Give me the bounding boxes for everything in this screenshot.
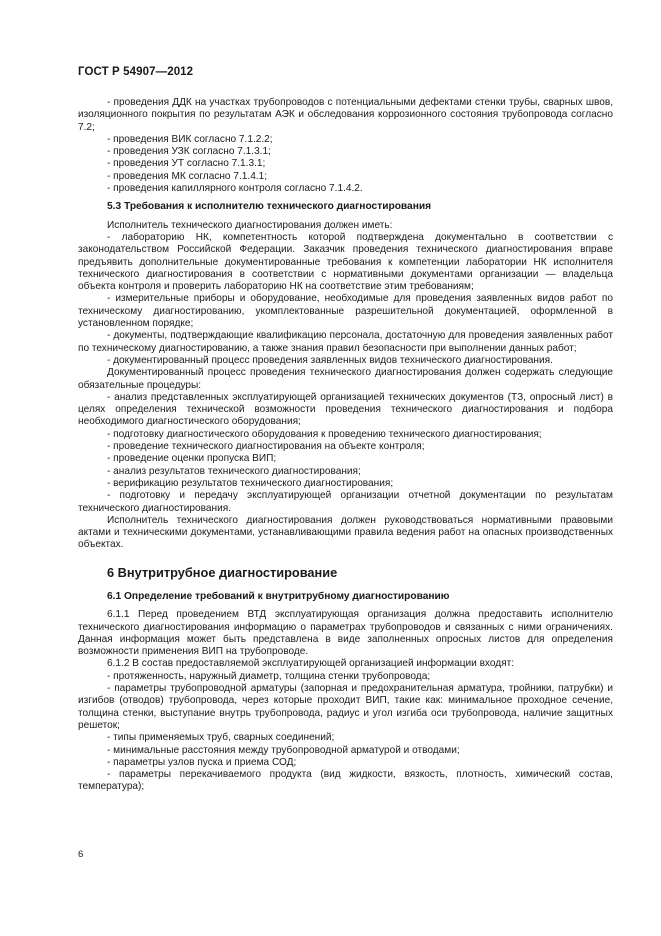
list-item: - подготовку диагностического оборудования к проведению технического диагностирования; [107,428,542,440]
list-item: - документы, подтверждающие квалификацию персонала, достаточную для проведения заявленных работ по техническому диагностированию, а также знания правил безопасности при выполнении данных работ; [78,330,613,354]
list-item: - проведения УТ согласно 7.1.3.1; [107,158,266,170]
list-item: - проведения ДДК на участках трубопроводов с потенциальными дефектами стенки трубы, сварных швов, изоляционного покрытия по результатам АЭК и обследования коррозионного состояния трубопровода согласно 7.2; [78,97,613,133]
list-item: - проведения МК согласно 7.1.4.1; [107,170,268,182]
list-item: - проведение технического диагностирования на объекте контроля; [107,441,425,453]
list-item: - минимальные расстояния между трубопроводной арматурой и отводами; [107,744,460,756]
list-item: - анализ представленных эксплуатирующей организацией технических документов (ТЗ, опросный лист) в целях определения технической возможности проведения технического диагностирования и подбора необходимого диагностического оборудования; [78,391,613,428]
list-item: - анализ результатов технического диагностирования; [107,465,361,477]
list-item: - верификацию результатов технического диагностирования; [107,477,394,489]
list-item: - измерительные приборы и оборудование, необходимые для проведения заявленных видов работ по техническому диагностированию, укомплектованные разрешительной документацией, оформленной в установленном порядке; [78,293,613,330]
list-item: - проведение оценки пропуска ВИП; [107,453,277,465]
list-item: - лабораторию НК, компетентность которой подтверждена документально в соответствии с законодательством Российской Федерации. Заказчик проведения технического диагностирования вправе предъявить дополнительные документированные требования к компетенции лаборатории НК исполнителя технического диагностирования в соответствии с нормативными документами организации — владельца объекта контроля и проверить лабораторию НК на соответствие этим требованиям; [78,231,613,293]
section-6-1-heading: 6.1 Определение требований к внутритрубному диагностированию [107,590,450,602]
paragraph: 6.1.1 Перед проведением ВТД эксплуатирующая организация должна предоставить исполнителю технического диагностирования информацию о параметрах трубопроводов и связанных с ними ограничениях. Данная информация может быть представлена в виде заполненных опросных листов для определения возможности применения ВИП на трубопроводе. [78,609,613,658]
paragraph: Исполнитель технического диагностирования должен руководствоваться нормативными правовыми актами и техническими документами, устанавливающими правила ведения работ на опасных производственных объектах. [78,514,613,551]
document-header: ГОСТ Р 54907—2012 [78,66,194,78]
paragraph: Документированный процесс проведения технического диагностирования должен содержать следующие обязательные процедуры: [78,367,613,391]
list-item: - документированный процесс проведения заявленных видов технического диагностирования. [107,354,553,366]
list-item: - подготовку и передачу эксплуатирующей организации отчетной документации по результатам технического диагностирования. [78,490,613,514]
document-body [78,97,613,794]
list-item: - параметры трубопроводной арматуры (запорная и предохранительная арматура, тройники, патрубки) и изгибов (отводов) трубопровода, через которые проходит ВИП, такие как: минимальное проходное сечение, толщина стенки, выступание внутрь трубопровода, радиус и угол изгиба оси трубопровода, наличие защитных решеток; [78,683,613,731]
section-6-heading: 6 Внутритрубное диагностирование [107,564,338,580]
list-item: - протяженность, наружный диаметр, толщина стенки трубопровода; [107,670,431,682]
list-item: - проведения ВИК согласно 7.1.2.2; [107,133,273,145]
list-item: - типы применяемых труб, сварных соединений; [107,732,335,744]
list-item: - проведения капиллярного контроля согласно 7.1.4.2. [107,183,363,195]
paragraph: Исполнитель технического диагностирования должен иметь: [107,219,393,231]
list-item: - параметры перекачиваемого продукта (вид жидкости, вязкость, плотность, химический состав, температура); [78,769,613,793]
list-item: - проведения УЗК согласно 7.1.3.1; [107,146,271,158]
list-item: - параметры узлов пуска и приема СОД; [107,756,297,768]
page-number: 6 [78,849,84,860]
paragraph: 6.1.2 В состав предоставляемой эксплуатирующей организацией информации входят: [107,658,515,670]
section-5-3-heading: 5.3 Требования к исполнителю технического диагностирования [107,201,432,213]
